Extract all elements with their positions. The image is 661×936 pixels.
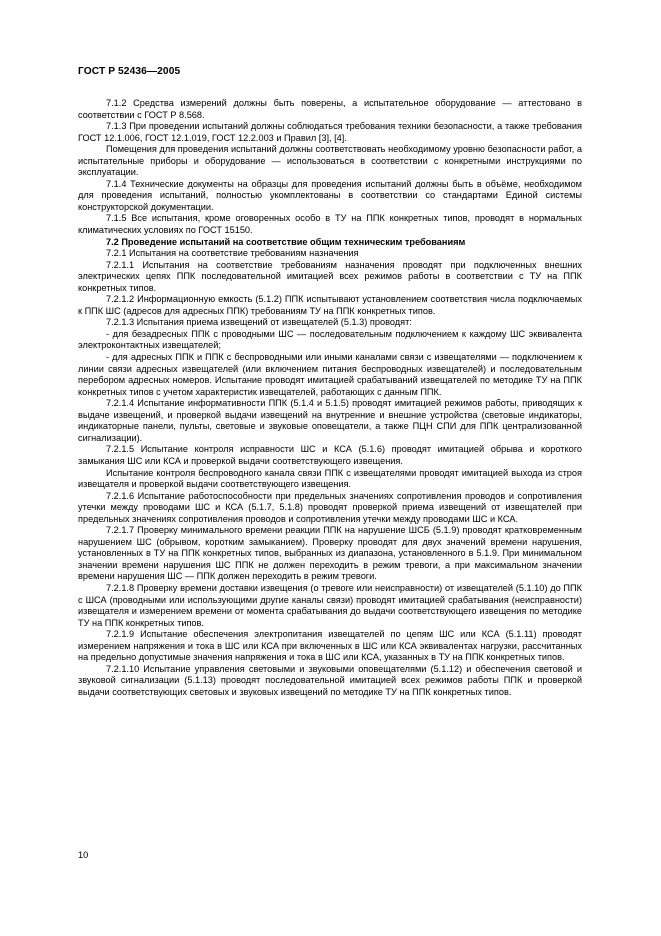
paragraph-7-2-1-5: 7.2.1.5 Испытание контроля исправности ШС и КСА (5.1.6) проводят имитацией обрыва и короткого замыкания ШС или КСА и проверкой выдачи соответствующего извещения. xyxy=(78,444,582,466)
paragraph-7-1-2: 7.1.2 Средства измерений должны быть поверены, а испытательное оборудование — аттестовано в соответствии с ГОСТ Р 8.568. xyxy=(78,98,582,120)
paragraph-premises: Помещения для проведения испытаний должны соответствовать необходимому уровню безопасности работ, а испытательные приборы и оборудование — использоваться в соответствии с конкретными инструкциями по эксплуатации. xyxy=(78,144,582,178)
page-number: 10 xyxy=(78,850,89,860)
document-body xyxy=(78,98,582,698)
paragraph-wireless-channel: Испытание контроля беспроводного канала связи ППК с извещателями проводят имитацией выхода из строя извещателя и проверкой выдачи соответствующего извещения. xyxy=(78,467,582,490)
paragraph-7-1-5: 7.1.5 Все испытания, кроме оговоренных особо в ТУ на ППК конкретных типов, проводят в нормальных климатических условиях по ГОСТ 15150. xyxy=(78,213,582,236)
list-item-non-addressable: - для безадресных ППК с проводными ШС — последовательным подключением к каждому ШС эквивалента электроконтактных извещателей; xyxy=(78,328,582,351)
paragraph-7-2-1-6: 7.2.1.6 Испытание работоспособности при предельных значениях сопротивления проводов и сопротивления утечки между проводами ШС и КСА (5.1.7, 5.1.8) проводят проверкой приема извещений от извещателей при предельных значениях сопротивления проводов и сопротивления утечки между проводами ШС и КСА. xyxy=(78,490,582,524)
paragraph-7-2-1: 7.2.1 Испытания на соответствие требованиям назначения xyxy=(106,248,359,259)
paragraph-7-2-1-4: 7.2.1.4 Испытание информативности ППК (5.1.4 и 5.1.5) проводят имитацией режимов работы, приводящих к выдаче извещений, и проверкой выдачи извещений на внутренние и внешние устройства (световые индикаторы, индикаторные панели, пульты, световые и звуковые оповещатели, а также ПЦН СПИ для ППК централизованной сигнализации). xyxy=(78,398,582,443)
document-code-header: ГОСТ Р 52436—2005 xyxy=(78,66,181,77)
paragraph-7-2-1-8: 7.2.1.8 Проверку времени доставки извещения (о тревоге или неисправности) от извещателей (5.1.10) до ППК с ШСА (проводными или использующими другие каналы связи) проводят имитацией срабатывания (неисправности) извещателя и измерением времени от момента срабатывания до выдачи соответствующего извещения по методике ТУ на ППК конкретных типов. xyxy=(78,582,582,628)
paragraph-7-1-4: 7.1.4 Технические документы на образцы для проведения испытаний должны быть в объёме, необходимом для проведения испытаний, полностью укомплектованы в соответствии со стандартами Единой системы конструкторской документации. xyxy=(78,178,582,212)
paragraph-7-2-1-10: 7.2.1.10 Испытание управления световыми и звуковыми оповещателями (5.1.12) и обеспечения световой и звуковой сигнализации (5.1.13) проводят последовательной имитацией всех режимов работы ППК и проверкой выдачи соответствующих световых и звуковых извещений по методике ТУ на ППК конкретных типов. xyxy=(78,663,582,697)
paragraph-7-2-1-9: 7.2.1.9 Испытание обеспечения электропитания извещателей по цепям ШС или КСА (5.1.11) проводят измерением напряжения и тока в ШС или КСА при включенных в ШС или КСА эквивалентах нагрузки, рассчитанных на предельно допустимые значения напряжения и тока в ШС или КСА, указанных в ТУ на ППК конкретных типов. xyxy=(78,629,582,663)
paragraph-7-2-1-3: 7.2.1.3 Испытания приема извещений от извещателей (5.1.3) проводят: xyxy=(106,317,412,328)
paragraph-7-2-1-2: 7.2.1.2 Информационную емкость (5.1.2) ППК испытывают установлением соответствия числа подключаемых к ППК ШС (адресов для адресных ППК) требованиям ТУ на ППК конкретных типов. xyxy=(78,294,582,316)
section-heading-7-2: 7.2 Проведение испытаний на соответствие общим техническим требованиям xyxy=(106,236,466,247)
list-item-addressable: - для адресных ППК и ППК с беспроводными или иными каналами связи с извещателями — подключением к линии связи адресных извещателей (или включением питания беспроводных извещателей) и последовательным перебором адресных номеров. Испытание проводят имитацией срабатываний извещателей по методике ТУ на ППК конкретных типов с учетом характеристик извещателей, работающих с данным ППК. xyxy=(78,352,582,397)
paragraph-7-1-3: 7.1.3 При проведении испытаний должны соблюдаться требования техники безопасности, а также требования ГОСТ 12.1.006, ГОСТ 12.1.019, ГОСТ 12.2.003 и Правил [3], [4]. xyxy=(78,121,582,143)
paragraph-7-2-1-7: 7.2.1.7 Проверку минимального времени реакции ППК на нарушение ШСБ (5.1.9) проводят кратковременным нарушением ШС (обрывом, коротким замыканием). Проверку проводят для двух значений времени нарушения, установленных в ТУ на ППК конкретных типов, выбранных из диапазона, установленного в 5.1.9. При минимальном значении времени нарушения ШС ППК не должен переходить в режим тревоги, а при максимальном значении времени нарушения ШС — ППК должен переходить в режим тревоги. xyxy=(78,525,582,582)
paragraph-7-2-1-1: 7.2.1.1 Испытания на соответствие требованиям назначения проводят при подключенных внешних электрических цепях ППК последовательной имитацией всех режимов работы в соответствии с ТУ на ППК конкретных типов. xyxy=(78,259,582,293)
